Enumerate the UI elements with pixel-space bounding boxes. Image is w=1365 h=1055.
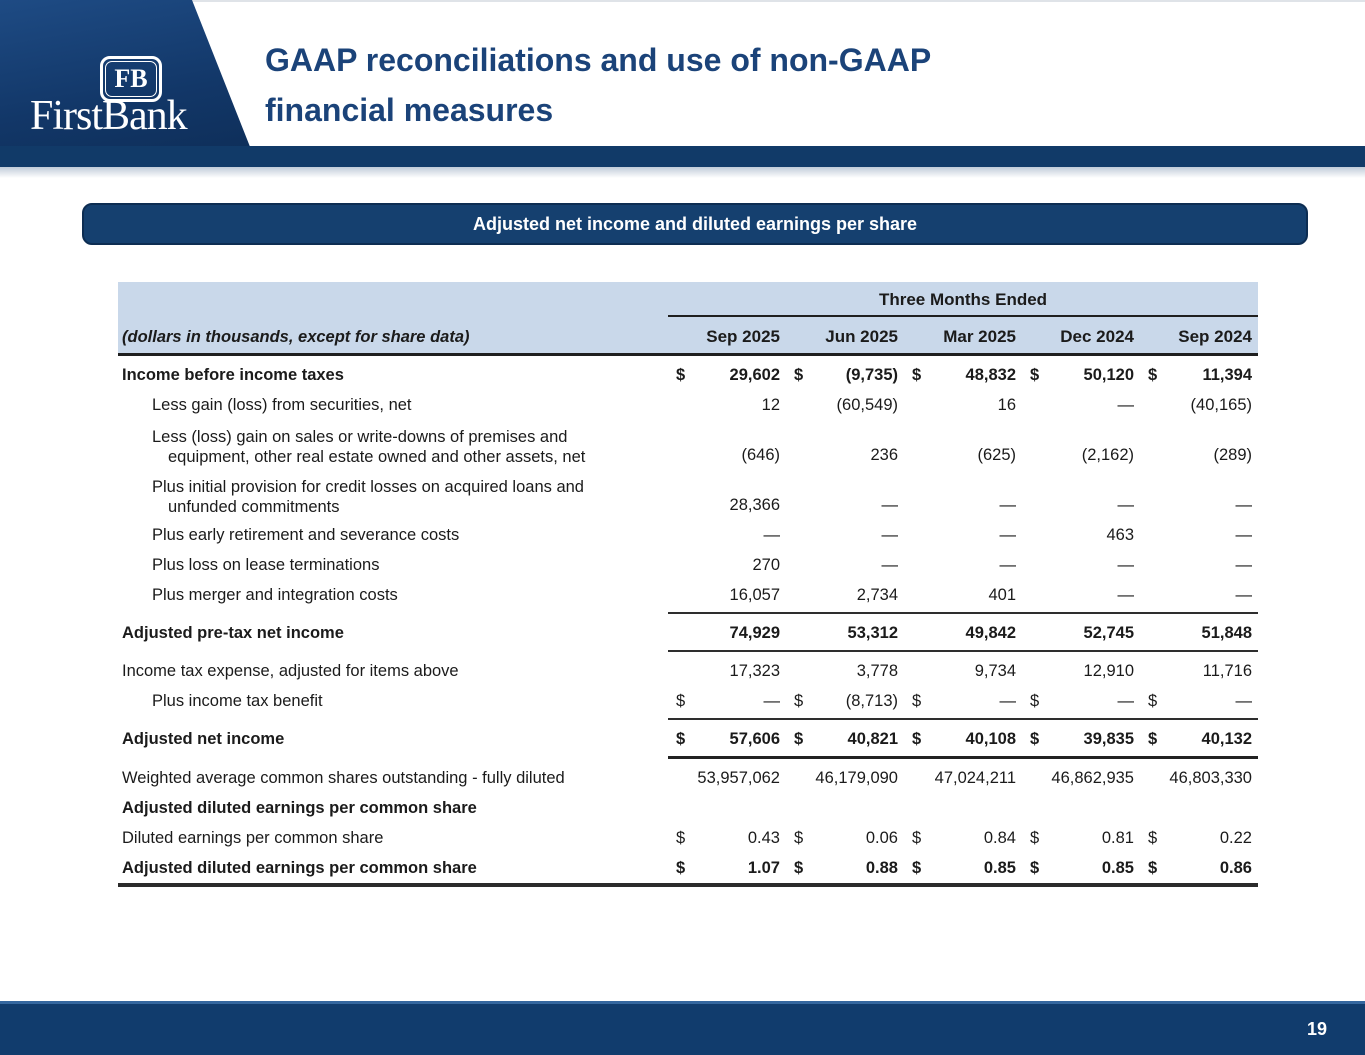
cell-value: —	[881, 555, 898, 574]
row-label-line1: Adjusted diluted earnings per common share	[122, 858, 477, 877]
dollar-sign: $	[1030, 729, 1040, 748]
value-cell	[904, 526, 1022, 545]
cell-value: 46,803,330	[1169, 768, 1252, 787]
cell-value: 46,862,935	[1051, 768, 1134, 787]
row-label-line1: Plus income tax benefit	[152, 691, 323, 710]
value-cell	[1140, 496, 1258, 520]
totals-rule	[668, 756, 1258, 761]
cell-value: —	[1117, 585, 1134, 604]
value-cell	[1022, 829, 1140, 848]
dollar-sign: $	[1030, 365, 1040, 384]
cell-value: —	[763, 525, 780, 544]
dollar-sign: $	[676, 858, 686, 877]
fb-emblem-letters: FB	[114, 64, 148, 93]
value-cell	[668, 730, 786, 749]
dollar-sign: $	[794, 858, 804, 877]
cell-value: 270	[752, 555, 780, 574]
row-label	[118, 691, 668, 711]
row-label	[118, 365, 668, 385]
dollar-sign: $	[912, 858, 922, 877]
dollar-sign: $	[794, 691, 804, 710]
table-row	[118, 360, 1258, 390]
value-cell	[786, 624, 904, 643]
dollar-sign: $	[1030, 828, 1040, 847]
value-cell	[1022, 366, 1140, 385]
row-label	[118, 828, 668, 848]
dollar-sign: $	[676, 729, 686, 748]
rule-spacer	[118, 648, 668, 656]
value-cell	[668, 366, 786, 385]
rule-row	[118, 754, 1258, 763]
cell-value: 40,132	[1201, 729, 1252, 748]
cell-value: 11,394	[1202, 365, 1252, 384]
value-cell	[668, 859, 786, 878]
cell-value: (8,713)	[845, 691, 898, 710]
value-cell	[904, 446, 1022, 470]
cell-value: 16	[997, 395, 1016, 414]
value-cell	[786, 662, 904, 681]
row-label	[118, 555, 668, 575]
cell-value: (646)	[741, 446, 780, 464]
cell-value: 12	[761, 395, 780, 414]
value-cell	[904, 556, 1022, 575]
value-cell	[1022, 556, 1140, 575]
cell-value: (9,735)	[845, 365, 898, 384]
row-label	[118, 798, 668, 818]
dollar-sign: $	[794, 828, 804, 847]
table-row	[118, 793, 1258, 823]
value-cell	[786, 526, 904, 545]
row-label	[118, 525, 668, 545]
dollar-sign: $	[1148, 365, 1158, 384]
group-header-label: Three Months Ended	[668, 288, 1258, 317]
value-cell	[786, 366, 904, 385]
cell-value: 53,312	[847, 623, 898, 642]
value-cell	[1022, 624, 1140, 643]
cell-value: —	[999, 496, 1016, 514]
dollar-sign: $	[1148, 828, 1158, 847]
value-cell	[1140, 366, 1258, 385]
table-row	[118, 580, 1258, 610]
cell-value: —	[1235, 555, 1252, 574]
cell-value: —	[881, 496, 898, 514]
column-header: Jun 2025	[825, 327, 898, 346]
cell-value: —	[1117, 555, 1134, 574]
value-cell	[1140, 396, 1258, 415]
value-cell	[786, 859, 904, 878]
value-cell	[786, 692, 904, 711]
value-cell	[786, 496, 904, 520]
value-cell	[904, 730, 1022, 749]
value-cell	[1140, 662, 1258, 681]
cell-value: 1.07	[747, 858, 780, 877]
value-cell	[904, 829, 1022, 848]
value-cell	[904, 586, 1022, 605]
cell-value: 53,957,062	[697, 768, 780, 787]
cell-value: —	[763, 691, 780, 710]
footer-bar	[0, 1001, 1365, 1055]
cell-value: 0.43	[747, 828, 780, 847]
row-label	[118, 729, 668, 749]
row-label-line1: Income before income taxes	[122, 365, 344, 384]
cell-value: 48,832	[965, 365, 1016, 384]
row-label-line2: unfunded commitments	[168, 497, 340, 516]
cell-value: 49,842	[965, 623, 1016, 642]
rule-spacer	[118, 716, 668, 724]
value-cell	[904, 769, 1022, 788]
page-title-line1: GAAP reconciliations and use of non-GAAP	[265, 42, 932, 78]
row-label-line1: Plus early retirement and severance costs	[152, 525, 460, 544]
value-cell	[1022, 859, 1140, 878]
totals-rule	[668, 612, 1258, 616]
cell-value: —	[1235, 525, 1252, 544]
column-header: Sep 2024	[1178, 327, 1252, 346]
cell-value: (40,165)	[1190, 395, 1252, 414]
cell-value: 51,848	[1201, 623, 1252, 642]
table-row	[118, 390, 1258, 420]
value-cell	[668, 556, 786, 575]
row-label-line1: Weighted average common shares outstanding - fully diluted	[122, 768, 565, 787]
dollar-sign: $	[1148, 691, 1158, 710]
section-banner-label: Adjusted net income and diluted earnings per share	[472, 213, 918, 234]
logo-wordmark: FirstBank	[30, 93, 187, 139]
row-label	[118, 858, 668, 878]
cell-value: —	[1117, 496, 1134, 514]
value-cell	[1022, 526, 1140, 545]
value-cell	[1022, 496, 1140, 520]
cell-value: 0.84	[983, 828, 1016, 847]
value-cell	[904, 366, 1022, 385]
value-cell	[1022, 446, 1140, 470]
cell-value: 0.86	[1219, 858, 1252, 877]
section-banner	[82, 203, 1308, 245]
value-cell	[668, 662, 786, 681]
value-cell	[786, 446, 904, 470]
table-row	[118, 724, 1258, 754]
value-cell	[786, 556, 904, 575]
cell-value: —	[999, 525, 1016, 544]
cell-value: 0.88	[865, 858, 898, 877]
row-label	[118, 661, 668, 681]
rule-row	[118, 716, 1258, 724]
row-label-line1: Adjusted net income	[122, 729, 285, 748]
value-cell	[1140, 859, 1258, 878]
value-cell	[1140, 586, 1258, 605]
table-header	[118, 282, 1258, 356]
table-row	[118, 823, 1258, 853]
value-cell	[786, 769, 904, 788]
row-label-line1: Plus loss on lease terminations	[152, 555, 380, 574]
dollar-sign: $	[676, 365, 686, 384]
row-label	[118, 395, 668, 415]
value-cell	[1022, 662, 1140, 681]
dollar-sign: $	[1148, 729, 1158, 748]
cell-value: 57,606	[729, 729, 780, 748]
value-cell	[668, 624, 786, 643]
dollar-sign: $	[912, 691, 922, 710]
row-label	[118, 623, 668, 643]
column-header: Sep 2025	[706, 327, 780, 346]
value-cell	[786, 730, 904, 749]
cell-value: —	[999, 691, 1016, 710]
dollar-sign: $	[1148, 858, 1158, 877]
cell-value: —	[1235, 585, 1252, 604]
value-cell	[668, 496, 786, 520]
page-title	[265, 36, 1165, 135]
row-label	[118, 477, 668, 520]
row-label	[118, 585, 668, 605]
cell-value: —	[1235, 691, 1252, 710]
dollar-sign: $	[676, 828, 686, 847]
value-cell	[904, 496, 1022, 520]
cell-value: 401	[988, 585, 1016, 604]
table-row	[118, 853, 1258, 883]
dollar-sign: $	[1030, 858, 1040, 877]
cell-value: 52,745	[1083, 623, 1134, 642]
value-cell	[668, 692, 786, 711]
value-cell	[1140, 769, 1258, 788]
cell-value: 12,910	[1083, 661, 1134, 680]
table-row	[118, 420, 1258, 470]
cell-value: 40,821	[847, 729, 898, 748]
table-row	[118, 550, 1258, 580]
cell-value: 47,024,211	[934, 768, 1016, 787]
rule-spacer	[118, 754, 668, 763]
group-header-wrap	[668, 288, 1258, 317]
cell-value: 3,778	[856, 661, 898, 680]
value-cell	[1140, 730, 1258, 749]
dollar-sign: $	[912, 729, 922, 748]
cell-value: 0.85	[1101, 858, 1134, 877]
row-label-line1: Less gain (loss) from securities, net	[152, 395, 412, 414]
cell-value: (289)	[1213, 446, 1252, 464]
page-number: 19	[1306, 1019, 1327, 1039]
cell-value: —	[1117, 395, 1134, 414]
cell-value: (60,549)	[836, 395, 898, 414]
table-note: (dollars in thousands, except for share data)	[122, 328, 470, 346]
cell-value: 39,835	[1083, 729, 1134, 748]
dollar-sign: $	[912, 365, 922, 384]
table-header-group-row	[118, 288, 1258, 317]
cell-value: 17,323	[729, 661, 780, 680]
value-cell	[1140, 446, 1258, 470]
value-cell	[1140, 829, 1258, 848]
table-row	[118, 686, 1258, 716]
value-cell	[668, 829, 786, 848]
value-cell	[1022, 692, 1140, 711]
value-cell	[786, 586, 904, 605]
value-cell	[1022, 396, 1140, 415]
value-cell	[1140, 624, 1258, 643]
reconciliation-table	[118, 282, 1258, 887]
totals-rule	[668, 718, 1258, 722]
value-cell	[904, 396, 1022, 415]
value-cell	[1140, 556, 1258, 575]
row-label-line1: Plus initial provision for credit losses on acquired loans and	[152, 477, 584, 496]
value-cell	[786, 829, 904, 848]
value-cell	[904, 859, 1022, 878]
table-header-spacer	[118, 288, 668, 317]
cell-value: —	[999, 555, 1016, 574]
cell-value: —	[1117, 691, 1134, 710]
value-cell	[1022, 769, 1140, 788]
cell-value: 29,602	[729, 365, 780, 384]
cell-value: 11,716	[1202, 661, 1252, 680]
value-cell	[668, 396, 786, 415]
cell-value: 0.06	[865, 828, 898, 847]
cell-value: —	[881, 525, 898, 544]
value-cell	[668, 526, 786, 545]
cell-value: 28,366	[729, 496, 780, 514]
row-label-line1: Adjusted diluted earnings per common share	[122, 798, 477, 817]
value-cell	[668, 769, 786, 788]
cell-value: (2,162)	[1081, 446, 1134, 464]
table-row	[118, 520, 1258, 550]
value-cell	[904, 624, 1022, 643]
dollar-sign: $	[794, 365, 804, 384]
row-label-line1: Plus merger and integration costs	[152, 585, 398, 604]
row-label	[118, 427, 668, 470]
rule-row	[118, 610, 1258, 618]
cell-value: 463	[1106, 525, 1134, 544]
firstbank-logo	[0, 0, 260, 167]
rule-row	[118, 648, 1258, 656]
dollar-sign: $	[912, 828, 922, 847]
cell-value: —	[1235, 496, 1252, 514]
cell-value: (625)	[977, 446, 1016, 464]
row-label-line2: equipment, other real estate owned and other assets, net	[168, 447, 586, 466]
cell-value: 40,108	[965, 729, 1016, 748]
table-body	[118, 356, 1258, 883]
cell-value: 74,929	[729, 623, 780, 642]
column-header: Dec 2024	[1060, 327, 1134, 346]
row-label-line1: Diluted earnings per common share	[122, 828, 384, 847]
table-row	[118, 618, 1258, 648]
dollar-sign: $	[1030, 691, 1040, 710]
cell-value: 236	[870, 446, 898, 464]
header-shadow	[0, 167, 1365, 178]
row-label-line1: Adjusted pre-tax net income	[122, 623, 344, 642]
dollar-sign: $	[794, 729, 804, 748]
value-cell	[668, 586, 786, 605]
cell-value: 0.22	[1219, 828, 1252, 847]
table-row	[118, 470, 1258, 520]
totals-rule	[668, 650, 1258, 654]
column-header: Mar 2025	[943, 327, 1016, 346]
cell-value: 16,057	[729, 585, 780, 604]
cell-value: 0.85	[983, 858, 1016, 877]
cell-value: 50,120	[1083, 365, 1134, 384]
value-cell	[1022, 730, 1140, 749]
table-column-row	[118, 317, 1258, 353]
cell-value: 2,734	[856, 585, 898, 604]
row-label-line1: Less (loss) gain on sales or write-downs of premises and	[152, 427, 568, 446]
row-label-line1: Income tax expense, adjusted for items above	[122, 661, 459, 680]
page-title-line2: financial measures	[265, 91, 554, 128]
value-cell	[904, 662, 1022, 681]
dollar-sign: $	[676, 691, 686, 710]
value-cell	[1140, 692, 1258, 711]
table-row	[118, 763, 1258, 793]
cell-value: 0.81	[1101, 828, 1134, 847]
table-row	[118, 656, 1258, 686]
value-cell	[904, 692, 1022, 711]
value-cell	[1022, 586, 1140, 605]
row-label	[118, 768, 668, 788]
rule-spacer	[118, 610, 668, 618]
value-cell	[786, 396, 904, 415]
cell-value: 9,734	[974, 661, 1016, 680]
value-cell	[668, 446, 786, 470]
value-cell	[1140, 526, 1258, 545]
cell-value: 46,179,090	[815, 768, 898, 787]
